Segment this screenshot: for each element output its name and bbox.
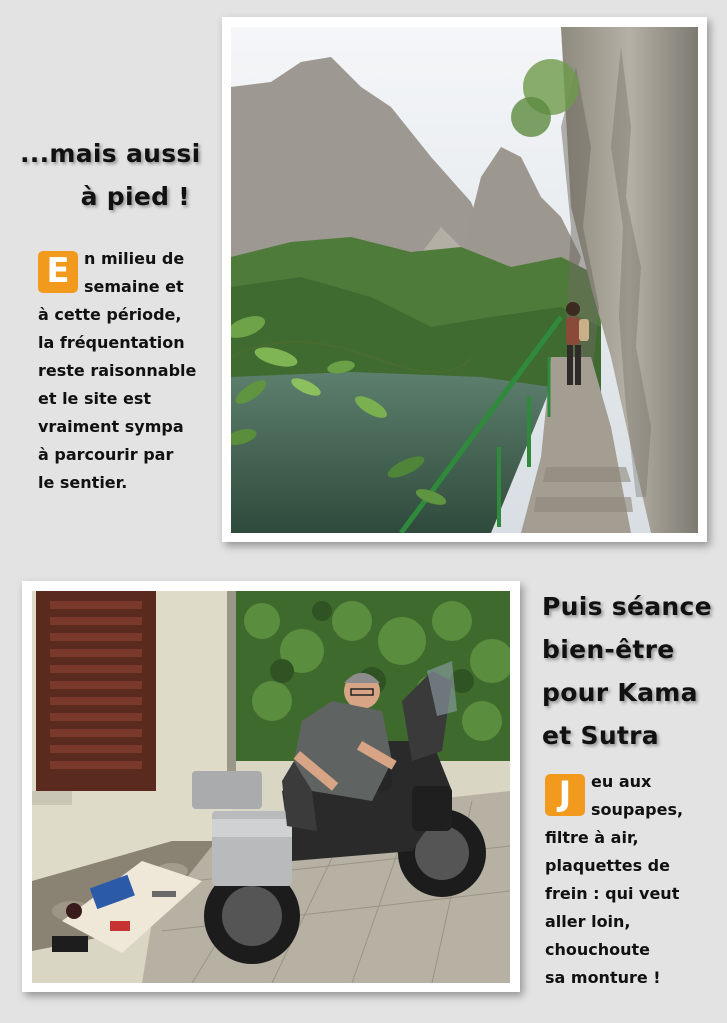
top-body-line: à cette période,	[38, 305, 182, 324]
top-heading-line-2: à pied !	[80, 182, 190, 211]
top-body-line: semaine et	[84, 277, 184, 296]
bottom-body-line: frein : qui veut	[545, 884, 680, 903]
top-body-line: n milieu de	[84, 249, 185, 268]
bottom-body-line: eu aux	[591, 772, 652, 791]
top-body-line: reste raisonnable	[38, 361, 197, 380]
bottom-body-line: sa monture !	[545, 968, 661, 987]
bottom-body-line: plaquettes de	[545, 856, 670, 875]
bottom-heading-line-1: Puis séance	[542, 592, 712, 621]
bottom-body-text	[545, 768, 683, 992]
bottom-body-line: aller loin,	[545, 912, 631, 931]
bottom-heading-line-4: et Sutra	[542, 721, 659, 750]
canyon-photo	[231, 27, 698, 533]
bottom-body-line: soupapes,	[591, 800, 684, 819]
bottom-body-line: chouchoute	[545, 940, 651, 959]
top-body-text	[38, 245, 196, 497]
top-body-line: à parcourir par	[38, 445, 174, 464]
top-body-line: vraiment sympa	[38, 417, 184, 436]
bottom-heading	[542, 585, 712, 757]
bottom-dropcap: J	[545, 774, 585, 816]
top-dropcap: E	[38, 251, 78, 293]
motorcycle-photo-frame	[22, 581, 520, 992]
top-heading-line-1: ...mais aussi	[20, 139, 201, 168]
canyon-photo-frame	[222, 17, 707, 542]
top-body-line: le sentier.	[38, 473, 128, 492]
motorcycle-photo	[32, 591, 510, 983]
top-heading	[20, 132, 201, 218]
bottom-heading-line-2: bien-être	[542, 635, 675, 664]
bottom-heading-line-3: pour Kama	[542, 678, 698, 707]
top-body-line: la fréquentation	[38, 333, 185, 352]
top-body-line: et le site est	[38, 389, 152, 408]
bottom-body-line: filtre à air,	[545, 828, 639, 847]
